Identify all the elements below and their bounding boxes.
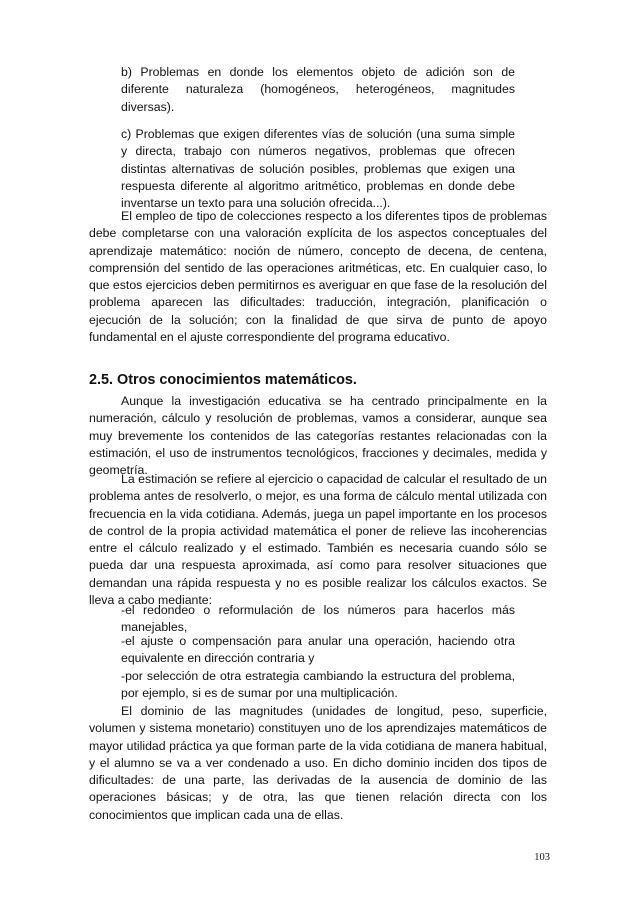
list-item-b: b) Problemas en donde los elementos objeto de adición son de diferente naturaleza (homogéneos, heterogéneos, magnitudes diversas).: [121, 65, 515, 114]
paragraph-introduction: Aunque la investigación educativa se ha centrado principalmente en la numeración, cálculo y resolución de problemas, vamos a considerar, aunque sea muy brevemente los contenidos de las categorías restantes relacionadas con la estimación, el uso de instrumentos tecnológicos, fracciones y decimales, medida y geometría.: [89, 394, 547, 478]
paragraph-problem-types: El empleo de tipo de colecciones respecto a los diferentes tipos de problemas debe completarse con una valoración explícita de los aspectos conceptuales del aprendizaje matemático: noción de número, concepto de decena, de centena, comprensión del sentido de las operaciones aritméticas, etc. En cualquier caso, lo que estos ejercicios deben permitirnos es averiguar en que fase de la resolución del problema aparecen las dificultades: traducción, integración, planificación o ejecución de la solución; con la finalidad de que sirva de punto de apoyo fundamental en el ajuste correspondiente del programa educativo.: [89, 209, 547, 345]
paragraph-magnitudes: El dominio de las magnitudes (unidades de longitud, peso, superficie, volumen y sistema monetario) constituyen uno de los aprendizajes matemáticos de mayor utilidad práctica ya que forman parte de la vida cotidiana de manera habitual, y el alumno se va a ver condenado a uso. En dicho dominio inciden dos tipos de dificultades: de una parte, las derivadas de la ausencia de dominio de las operaciones básicas; y de otra, las que tienen relación directa con los conocimientos que implican cada una de ellas.: [89, 704, 547, 822]
section-heading: 2.5. Otros conocimientos matemáticos.: [89, 372, 357, 388]
list-item-strategy: -por selección de otra estrategia cambiando la estructura del problema, por ejemplo, si es de sumar por una multiplicación.: [121, 669, 515, 701]
list-item-adjustment: -el ajuste o compensación para anular una operación, haciendo otra equivalente en dirección contraria y: [121, 634, 515, 666]
list-item-c: c) Problemas que exigen diferentes vías de solución (una suma simple y directa, trabajo con números negativos, problemas que ofrecen distintas alternativas de solución posibles, problemas que exigen una respuesta diferente al algoritmo aritmético, problemas en donde debe inventarse un texto para una solución ofrecida...).: [121, 127, 515, 211]
paragraph-estimation: La estimación se refiere al ejercicio o capacidad de calcular el resultado de un problema antes de resolverlo, o mejor, es una forma de cálculo mental utilizada con frecuencia en la vida cotidiana. Además, juega un papel importante en los procesos de control de la propia actividad matemática el poner de relieve las incoherencias entre el cálculo realizado y el estimado. También es necesaria cuando sólo se pueda dar una respuesta aproximada, así como para resolver situaciones que demandan una rápida respuesta y no es posible realizar los cálculos exactos. Se lleva a cabo mediante:: [89, 472, 547, 608]
list-item-rounding: -el redondeo o reformulación de los números para hacerlos más manejables,: [121, 603, 515, 635]
page-number: 103: [534, 852, 550, 863]
